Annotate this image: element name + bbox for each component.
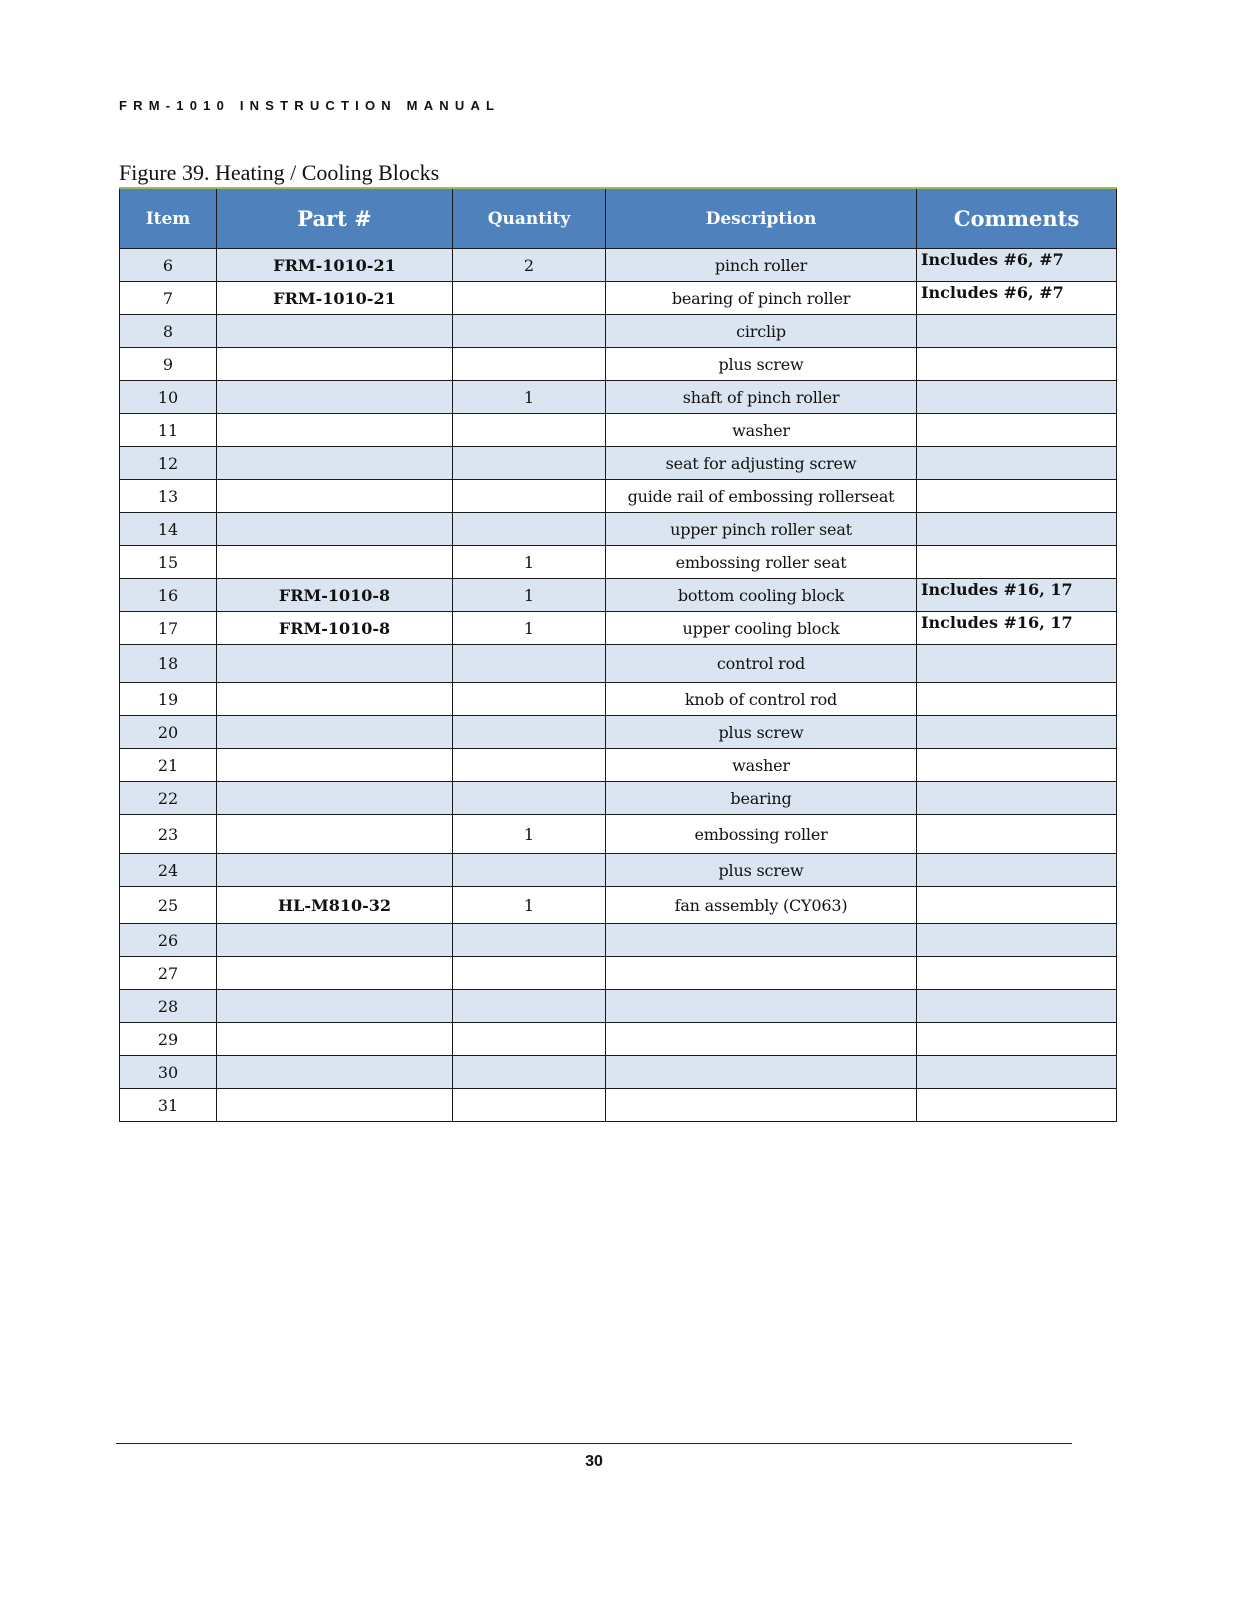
cell-part-number [217,480,453,513]
table-row [120,513,1117,546]
cell-comments [917,513,1117,546]
column-header-item: Item [120,188,217,249]
cell-description [606,1056,917,1089]
cell-comments [917,815,1117,854]
cell-description: washer [606,414,917,447]
table-row [120,480,1117,513]
cell-quantity [453,924,606,957]
cell-part-number [217,854,453,887]
table-body [120,249,1117,1122]
table-row [120,414,1117,447]
cell-comments [917,924,1117,957]
running-header: FRM-1010 INSTRUCTION MANUAL [119,98,501,113]
cell-part-number: HL-M810-32 [217,887,453,924]
cell-description: plus screw [606,348,917,381]
table-row [120,1023,1117,1056]
cell-part-number [217,990,453,1023]
cell-comments [917,749,1117,782]
cell-quantity [453,854,606,887]
cell-item: 20 [120,716,217,749]
cell-quantity [453,1056,606,1089]
cell-item: 31 [120,1089,217,1122]
cell-comments [917,1056,1117,1089]
cell-part-number [217,546,453,579]
cell-item: 13 [120,480,217,513]
cell-comments [917,414,1117,447]
cell-item: 6 [120,249,217,282]
cell-quantity [453,683,606,716]
cell-description [606,957,917,990]
cell-comments [917,990,1117,1023]
cell-comments [917,1023,1117,1056]
cell-comments [917,381,1117,414]
cell-description: embossing roller [606,815,917,854]
cell-item: 11 [120,414,217,447]
cell-description: shaft of pinch roller [606,381,917,414]
cell-item: 8 [120,315,217,348]
cell-part-number [217,381,453,414]
column-header-part: Part # [217,188,453,249]
cell-quantity [453,315,606,348]
table-row [120,924,1117,957]
table-row [120,546,1117,579]
table-row [120,990,1117,1023]
cell-part-number [217,683,453,716]
cell-description: knob of control rod [606,683,917,716]
cell-comments [917,645,1117,683]
table-row [120,612,1117,645]
cell-comments: Includes #16, 17 [917,612,1117,645]
cell-comments [917,716,1117,749]
cell-part-number: FRM-1010-21 [217,282,453,315]
cell-quantity [453,782,606,815]
cell-description: washer [606,749,917,782]
cell-part-number [217,716,453,749]
cell-comments [917,1089,1117,1122]
parts-table [119,187,1117,1122]
cell-quantity: 1 [453,579,606,612]
cell-quantity [453,990,606,1023]
cell-description: fan assembly (CY063) [606,887,917,924]
cell-quantity [453,749,606,782]
cell-item: 22 [120,782,217,815]
cell-comments: Includes #6, #7 [917,282,1117,315]
table-row [120,782,1117,815]
cell-description [606,1089,917,1122]
cell-item: 10 [120,381,217,414]
cell-item: 7 [120,282,217,315]
cell-comments [917,782,1117,815]
column-header-quantity: Quantity [453,188,606,249]
table-row [120,447,1117,480]
cell-description: control rod [606,645,917,683]
cell-description [606,1023,917,1056]
cell-quantity [453,513,606,546]
cell-item: 26 [120,924,217,957]
cell-part-number [217,1056,453,1089]
cell-item: 14 [120,513,217,546]
table-row [120,1056,1117,1089]
cell-item: 17 [120,612,217,645]
cell-part-number [217,782,453,815]
table-row [120,579,1117,612]
page-number: 30 [585,1453,603,1470]
cell-part-number: FRM-1010-8 [217,579,453,612]
cell-quantity [453,348,606,381]
cell-quantity: 1 [453,546,606,579]
cell-part-number [217,749,453,782]
cell-comments [917,546,1117,579]
table-row [120,887,1117,924]
cell-quantity: 1 [453,815,606,854]
cell-comments: Includes #16, 17 [917,579,1117,612]
cell-quantity: 2 [453,249,606,282]
table-row [120,381,1117,414]
cell-item: 29 [120,1023,217,1056]
cell-quantity [453,645,606,683]
table-row [120,815,1117,854]
cell-quantity: 1 [453,612,606,645]
cell-part-number [217,957,453,990]
cell-item: 16 [120,579,217,612]
cell-item: 9 [120,348,217,381]
cell-quantity [453,480,606,513]
cell-description [606,924,917,957]
cell-part-number [217,447,453,480]
cell-comments [917,957,1117,990]
cell-part-number [217,1089,453,1122]
cell-item: 15 [120,546,217,579]
cell-part-number [217,315,453,348]
cell-part-number [217,1023,453,1056]
cell-quantity: 1 [453,887,606,924]
cell-comments [917,447,1117,480]
cell-part-number [217,924,453,957]
table-row [120,315,1117,348]
cell-comments [917,315,1117,348]
cell-description: upper cooling block [606,612,917,645]
cell-part-number [217,348,453,381]
cell-part-number [217,815,453,854]
cell-description: plus screw [606,716,917,749]
cell-part-number: FRM-1010-21 [217,249,453,282]
cell-comments [917,854,1117,887]
cell-item: 21 [120,749,217,782]
cell-part-number [217,513,453,546]
cell-item: 27 [120,957,217,990]
footer-rule [116,1443,1072,1444]
header-row [120,188,1117,249]
cell-quantity [453,414,606,447]
cell-description: plus screw [606,854,917,887]
table-row [120,645,1117,683]
cell-item: 19 [120,683,217,716]
cell-description: upper pinch roller seat [606,513,917,546]
cell-description: guide rail of embossing rollerseat [606,480,917,513]
cell-description: embossing roller seat [606,546,917,579]
cell-part-number [217,645,453,683]
table-row [120,282,1117,315]
table-row [120,854,1117,887]
table-row [120,249,1117,282]
table-row [120,348,1117,381]
cell-quantity [453,716,606,749]
cell-item: 30 [120,1056,217,1089]
cell-description: bearing of pinch roller [606,282,917,315]
cell-description: bottom cooling block [606,579,917,612]
cell-quantity [453,957,606,990]
cell-description [606,990,917,1023]
cell-quantity [453,1023,606,1056]
cell-quantity [453,1089,606,1122]
column-header-description: Description [606,188,917,249]
cell-item: 28 [120,990,217,1023]
cell-description: bearing [606,782,917,815]
table-row [120,716,1117,749]
cell-item: 25 [120,887,217,924]
figure-title: Figure 39. Heating / Cooling Blocks [119,160,440,185]
cell-part-number [217,414,453,447]
cell-comments: Includes #6, #7 [917,249,1117,282]
cell-description: seat for adjusting screw [606,447,917,480]
cell-comments [917,887,1117,924]
cell-quantity [453,282,606,315]
cell-comments [917,348,1117,381]
cell-part-number: FRM-1010-8 [217,612,453,645]
table-row [120,749,1117,782]
cell-quantity: 1 [453,381,606,414]
cell-quantity [453,447,606,480]
table-row [120,683,1117,716]
table-header [120,188,1117,249]
column-header-comments: Comments [917,188,1117,249]
table-row [120,1089,1117,1122]
cell-description: circlip [606,315,917,348]
cell-description: pinch roller [606,249,917,282]
cell-comments [917,480,1117,513]
cell-item: 18 [120,645,217,683]
cell-item: 23 [120,815,217,854]
cell-item: 12 [120,447,217,480]
cell-comments [917,683,1117,716]
table-row [120,957,1117,990]
cell-item: 24 [120,854,217,887]
